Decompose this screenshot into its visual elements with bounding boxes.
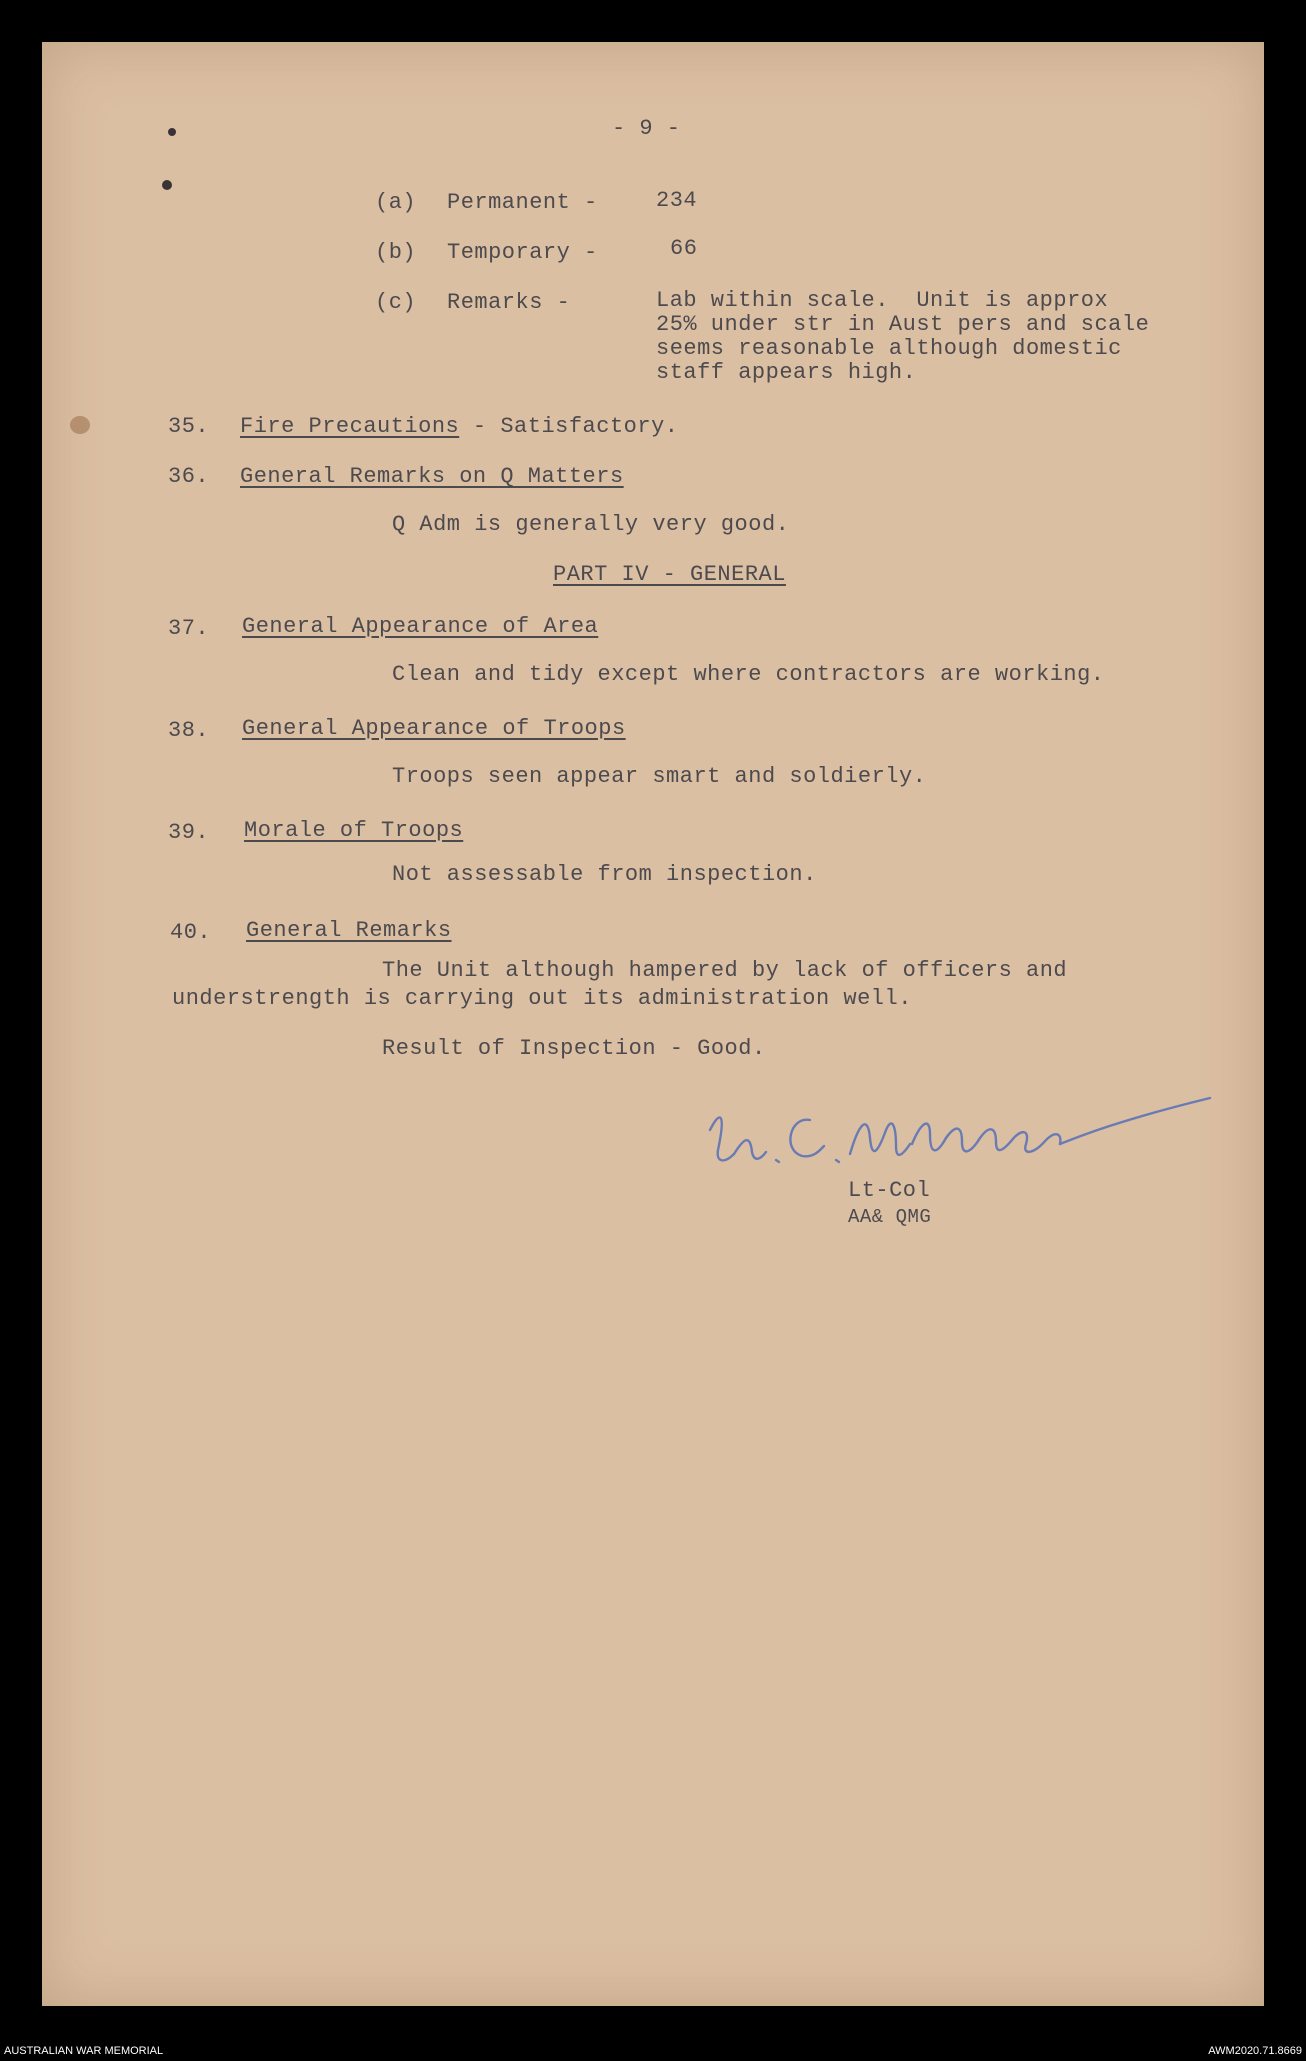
item-39-number: 39. xyxy=(168,820,210,845)
staff-a-value: 234 xyxy=(656,188,698,213)
handwritten-signature xyxy=(690,1090,1230,1180)
signature-appointment: AA& QMG xyxy=(848,1206,932,1228)
item-37-number: 37. xyxy=(168,616,210,641)
item-35-number: 35. xyxy=(168,414,210,439)
staff-b-label: (b) xyxy=(375,240,417,265)
archive-reference: AWM2020.71.8669 xyxy=(1208,2045,1302,2057)
item-40-result: Result of Inspection - Good. xyxy=(382,1036,766,1061)
staff-c-label: (c) xyxy=(375,290,417,315)
part-heading: PART IV - GENERAL xyxy=(553,562,786,587)
item-36-body: Q Adm is generally very good. xyxy=(392,512,790,537)
ink-mark xyxy=(162,180,172,190)
staff-c-remarks-line-3: seems reasonable although domestic xyxy=(656,336,1122,361)
staff-a-name: Permanent - xyxy=(447,190,598,215)
ink-mark xyxy=(168,128,176,136)
staff-c-name: Remarks - xyxy=(447,290,571,315)
item-37-body: Clean and tidy except where contractors are working. xyxy=(392,662,1105,687)
item-36-heading: General Remarks on Q Matters xyxy=(240,464,624,489)
staff-c-remarks-line-4: staff appears high. xyxy=(656,360,917,385)
item-35-heading-text: Fire Precautions xyxy=(240,414,460,439)
staff-b-value: 66 xyxy=(670,236,698,261)
staff-b-name: Temporary - xyxy=(447,240,598,265)
item-36-number: 36. xyxy=(168,464,210,489)
item-39-heading: Morale of Troops xyxy=(244,818,464,843)
item-35-result: - Satisfactory. xyxy=(459,414,679,439)
staff-c-remarks-line-1: Lab within scale. Unit is approx xyxy=(656,288,1109,313)
signature-rank: Lt-Col xyxy=(848,1178,931,1203)
page-number: - 9 - xyxy=(612,116,681,141)
item-39-body: Not assessable from inspection. xyxy=(392,862,817,887)
item-38-body: Troops seen appear smart and soldierly. xyxy=(392,764,927,789)
item-38-number: 38. xyxy=(168,718,210,743)
item-40-line-1: The Unit although hampered by lack of officers and xyxy=(382,958,1068,983)
item-37-heading: General Appearance of Area xyxy=(242,614,599,639)
item-35-heading xyxy=(240,414,678,440)
stain-mark xyxy=(70,416,90,434)
archive-credit: AUSTRALIAN WAR MEMORIAL xyxy=(4,2045,164,2057)
item-40-number: 40. xyxy=(170,920,212,945)
staff-c-remarks-line-2: 25% under str in Aust pers and scale xyxy=(656,312,1150,337)
item-40-heading: General Remarks xyxy=(246,918,452,943)
item-38-heading: General Appearance of Troops xyxy=(242,716,626,741)
staff-a-label: (a) xyxy=(375,190,417,215)
item-40-line-2: understrength is carrying out its administration well. xyxy=(172,986,912,1011)
